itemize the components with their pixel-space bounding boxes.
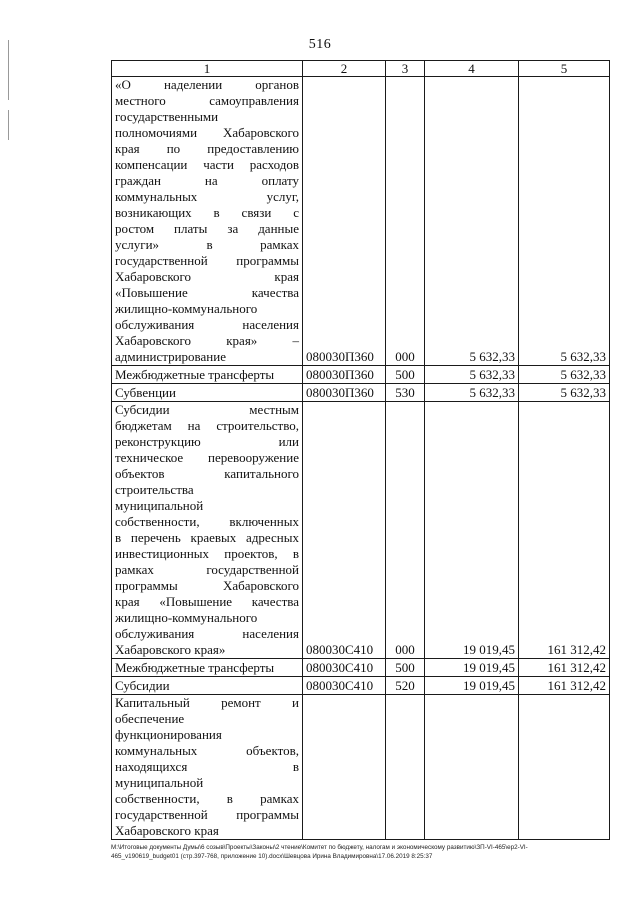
- row-name-line: обслуживания населения: [115, 626, 299, 641]
- row-name-line: обеспечение: [115, 711, 185, 726]
- header-cell-4: 4: [425, 61, 519, 77]
- row-name-line: Хабаровского края: [115, 269, 299, 284]
- target-article-code-cell: 080030С410: [303, 402, 386, 659]
- row-name-cell: [112, 402, 303, 659]
- row-name-line: Межбюджетные трансферты: [115, 367, 275, 382]
- table-row: [112, 384, 610, 402]
- row-name-line: функционирования: [115, 727, 222, 742]
- expense-type-code-cell: 500: [386, 366, 425, 384]
- row-name-line: Хабаровского края» –: [115, 333, 299, 348]
- header-cell-3: 3: [386, 61, 425, 77]
- row-name-line: Хабаровского края»: [115, 642, 226, 657]
- header-cell-5: 5: [519, 61, 610, 77]
- row-name-line: государственными: [115, 109, 219, 124]
- amount-col5-cell: 161 312,42: [519, 677, 610, 695]
- row-name-cell: [112, 366, 303, 384]
- table-header-row: [112, 61, 610, 77]
- target-article-code-cell: [303, 695, 386, 840]
- expense-type-code-cell: 520: [386, 677, 425, 695]
- amount-col5-cell: [519, 695, 610, 840]
- amount-col4-cell: 5 632,33: [425, 77, 519, 366]
- row-name-line: Капитальный ремонт и: [115, 695, 299, 710]
- row-name-line: края по предоставлению: [115, 141, 299, 156]
- amount-col5-cell: 5 632,33: [519, 77, 610, 366]
- row-name-line: жилищно-коммунального: [115, 301, 258, 316]
- row-name-line: находящихся в: [115, 759, 299, 774]
- row-name-line: рамках государственной: [115, 562, 299, 577]
- table-row: [112, 402, 610, 659]
- row-name-line: обслуживания населения: [115, 317, 299, 332]
- amount-col4-cell: 19 019,45: [425, 402, 519, 659]
- row-name-line: муниципальной: [115, 775, 204, 790]
- row-name-line: «О наделении органов: [115, 77, 299, 92]
- header-cell-2: 2: [303, 61, 386, 77]
- row-name-cell: [112, 659, 303, 677]
- amount-col4-cell: 19 019,45: [425, 659, 519, 677]
- amount-col4-cell: 5 632,33: [425, 366, 519, 384]
- expense-type-code-cell: 530: [386, 384, 425, 402]
- row-name-line: программы Хабаровского: [115, 578, 299, 593]
- row-name-line: граждан на оплату: [115, 173, 299, 188]
- row-name-line: Субвенции: [115, 385, 176, 400]
- scan-edge-line: [8, 110, 9, 140]
- header-cell-1: 1: [112, 61, 303, 77]
- table-row: [112, 77, 610, 366]
- row-name-line: Межбюджетные трансферты: [115, 660, 275, 675]
- row-name-cell: [112, 384, 303, 402]
- row-name-line: Субсидии местным: [115, 402, 299, 417]
- row-name-cell: [112, 695, 303, 840]
- table-row: [112, 677, 610, 695]
- row-name-line: местного самоуправления: [115, 93, 299, 108]
- row-name-line: Хабаровского края: [115, 823, 219, 838]
- row-name-line: объектов капитального: [115, 466, 299, 481]
- expense-type-code-cell: 500: [386, 659, 425, 677]
- table-row: [112, 659, 610, 677]
- target-article-code-cell: 080030С410: [303, 659, 386, 677]
- row-name-line: компенсации части расходов: [115, 157, 299, 172]
- row-name-line: техническое перевооружение: [115, 450, 299, 465]
- row-name-line: жилищно-коммунального: [115, 610, 258, 625]
- row-name-line: «Повышение качества: [115, 285, 299, 300]
- target-article-code-cell: 080030С410: [303, 677, 386, 695]
- amount-col5-cell: 5 632,33: [519, 366, 610, 384]
- row-name-line: строительства: [115, 482, 194, 497]
- row-name-line: в перечень краевых адресных: [115, 530, 299, 545]
- amount-col4-cell: 19 019,45: [425, 677, 519, 695]
- row-name-line: коммунальных объектов,: [115, 743, 299, 758]
- row-name-line: возникающих в связи с: [115, 205, 299, 220]
- row-name-cell: [112, 677, 303, 695]
- row-name-line: услуги» в рамках: [115, 237, 299, 252]
- row-name-line: полномочиями Хабаровского: [115, 125, 299, 140]
- target-article-code-cell: 080030П360: [303, 366, 386, 384]
- amount-col5-cell: 161 312,42: [519, 659, 610, 677]
- row-name-line: края «Повышение качества: [115, 594, 299, 609]
- expense-type-code-cell: 000: [386, 77, 425, 366]
- expense-type-code-cell: [386, 695, 425, 840]
- row-name-cell: [112, 77, 303, 366]
- amount-col4-cell: [425, 695, 519, 840]
- expense-type-code-cell: 000: [386, 402, 425, 659]
- document-path-footer: [111, 843, 616, 861]
- page-number: 516: [308, 37, 332, 52]
- target-article-code-cell: 080030П360: [303, 384, 386, 402]
- target-article-code-cell: 080030П360: [303, 77, 386, 366]
- row-name-line: муниципальной: [115, 498, 204, 513]
- footer-line-1: М:\Итоговые документы Думы\6 созыв\Проекты\Законы\2 чтение\Комитет по бюджету, налогам и экономическому развитию\ЗП-VI-465\ер2-VI-: [111, 844, 528, 851]
- row-name-line: собственности, включенных: [115, 514, 299, 529]
- table-row: [112, 366, 610, 384]
- row-name-line: реконструкцию или: [115, 434, 299, 449]
- row-name-line: ростом платы за данные: [115, 221, 299, 236]
- row-name-line: коммунальных услуг,: [115, 189, 299, 204]
- row-name-line: Субсидии: [115, 678, 170, 693]
- amount-col5-cell: 161 312,42: [519, 402, 610, 659]
- row-name-line: бюджетам на строительство,: [115, 418, 299, 433]
- footer-line-2: 465_v190619_budget01 (стр.397-768, приложение 10).docx\Шевцова Ирина Владимировна\17.06.2019 8:25:37: [111, 853, 433, 860]
- row-name-line: государственной программы: [115, 807, 299, 822]
- row-name-line: государственной программы: [115, 253, 299, 268]
- row-name-line: администрирование: [115, 349, 226, 364]
- budget-table: [111, 60, 610, 840]
- amount-col4-cell: 5 632,33: [425, 384, 519, 402]
- table-row: [112, 695, 610, 840]
- row-name-line: инвестиционных проектов, в: [115, 546, 299, 561]
- row-name-line: собственности, в рамках: [115, 791, 299, 806]
- amount-col5-cell: 5 632,33: [519, 384, 610, 402]
